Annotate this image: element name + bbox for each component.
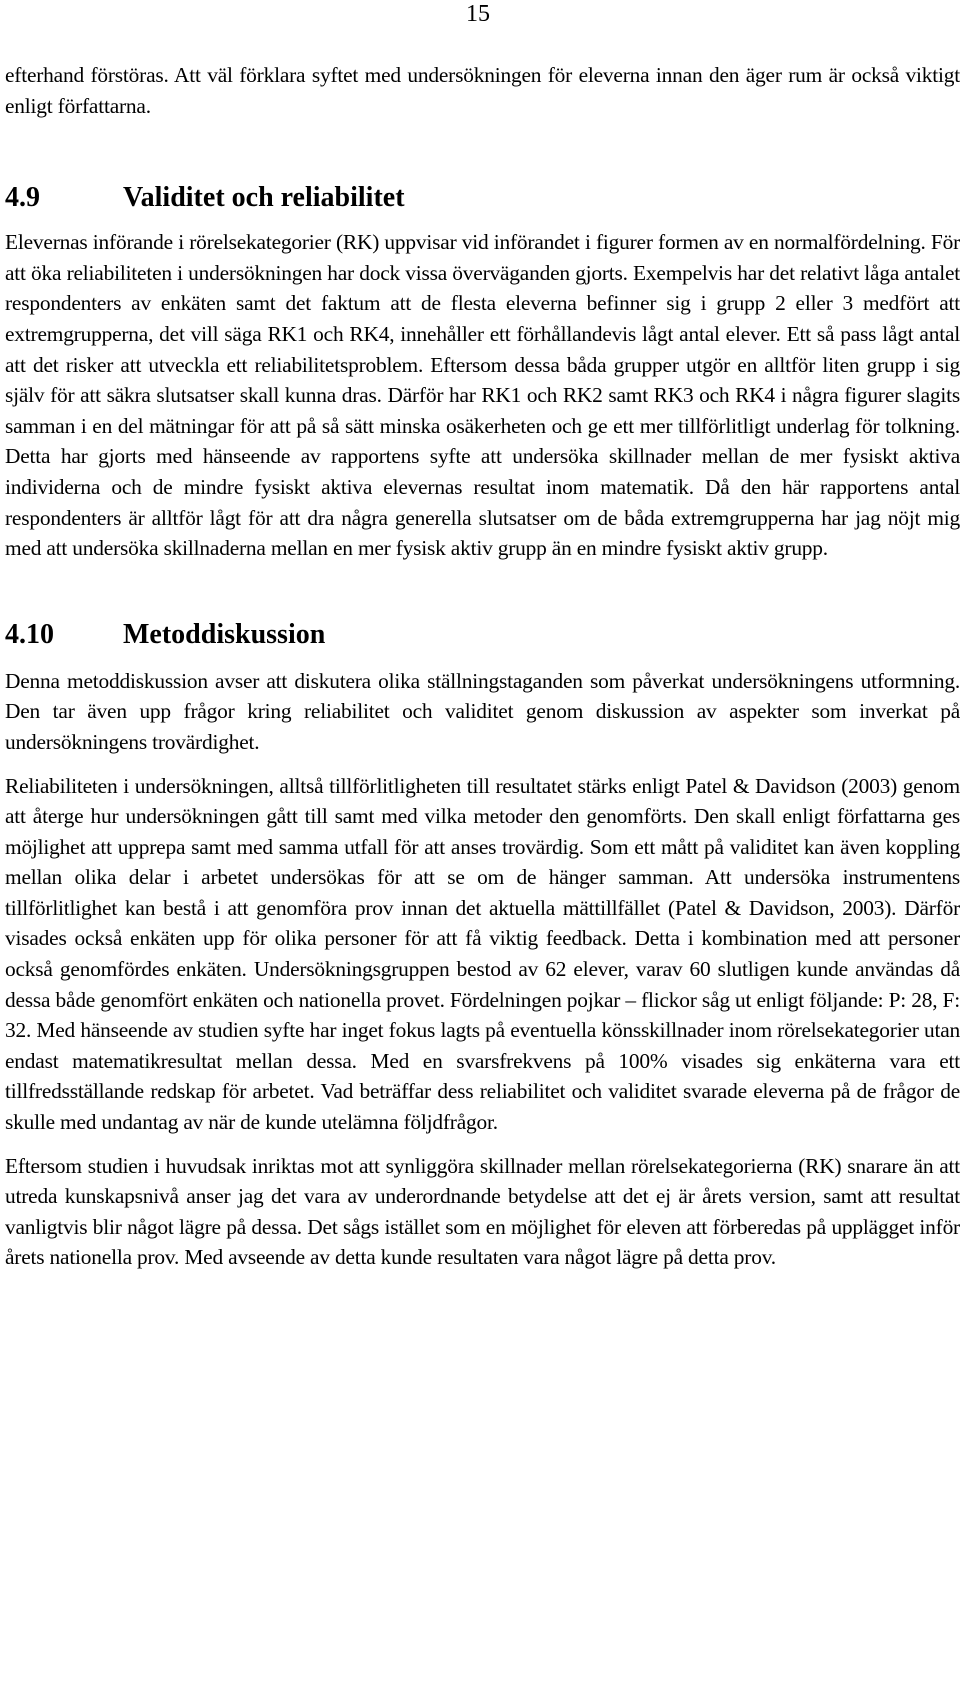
- paragraph-reliability: Reliabiliteten i undersökningen, alltså tillförlitligheten till resultatet stärks enligt Patel & Davidson (2003) genom att återge hur undersökningen gått till samt med vilka metoder den genomförts. Den skall enligt författarna ges möjlighet att upprepa samt med samma utfall för att anses trovärdig. Som ett mått på validitet kan även koppling mellan olika delar i arbetet undersökas för att se om de hänger samman. Att undersöka instrumentens tillförlitlighet kan bestå i att genomföra prov innan det aktuella mättillfället (Patel & Davidson, 2003). Därför visades också enkäten upp för olika personer för att få viktig feedback. Detta i kombination med att personer också genomfördes enkäten. Undersökningsgruppen bestod av 62 elever, varav 60 slutligen kunde användas då dessa både genomfört enkäten och nationella provet. Fördelningen pojkar – flickor såg ut enligt följande: P: 28, F: 32. Med hänseende av studien syfte har inget fokus lagts på eventuella könsskillnader inom rörelsekategorier utan endast matematikresultat mellan dessa. Med en svarsfrekvens på 100% visades sig enkäterna vara ett tillfredsställande redskap för arbetet. Vad beträffar dess reliabilitet och validitet svarade eleverna på de frågor de skulle med undantag av när de kunde utelämna följdfrågor.: [5, 773, 960, 1135]
- paragraph-focus: Eftersom studien i huvudsak inriktas mot att synliggöra skillnader mellan rörelsekategorierna (RK) snarare än att utreda kunskapsnivå anser jag det vara av underordnande betydelse att det ej är årets version, samt att resultat vanligtvis blir något lägre på dessa. Det sågs istället som en möjlighet för eleven att förberedas på upplägget inför årets nationella prov. Med avseende av detta kunde resultaten vara något lägre på detta prov.: [5, 1153, 960, 1270]
- section-title: Validitet och reliabilitet: [123, 182, 405, 214]
- section-number: 4.9: [5, 182, 40, 214]
- document-body: [5, 60, 960, 1273]
- section-number: 4.10: [5, 618, 54, 650]
- paragraph-validity: Elevernas införande i rörelsekategorier (RK) uppvisar vid införandet i figurer formen av en normalfördelning. För att öka reliabiliteten i undersökningen har dock vissa överväganden gjorts. Exempelvis har det relativt låga antalet respondenters av enkäten samt det faktum att de flesta eleverna befinner sig i grupp 2 eller 3 medfört att extremgrupperna, det vill säga RK1 och RK4, innehåller ett förhållandevis lågt antal elever. Ett så pass lågt antal att det risker att utveckla ett reliabilitetsproblem. Eftersom dessa båda grupper utgör en alltför liten grupp i sig själv för att säkra slutsatser skall kunna dras. Därför har RK1 och RK2 samt RK3 och RK4 i några figurer slagits samman i en del mätningar för att på så sätt minska osäkerheten och ge ett mer tillförlitligt underlag för tolkning. Detta har gjorts med hänseende av rapportens syfte att undersöka skillnader mellan de mer fysiskt aktiva individerna och de mindre fysiskt aktiva elevernas resultat inom matematik. Då den här rapportens antal respondenters är alltför lågt för att dra några generella slutsatser om de båda extremgrupperna har jag nöjt mig med att undersöka skillnaderna mellan en mer fysisk aktiv grupp än en mindre fysiskt aktiv grupp.: [5, 230, 960, 561]
- page-number: 15: [466, 1, 490, 27]
- section-heading-4-10: [5, 618, 960, 652]
- section-heading-4-9: [5, 181, 960, 215]
- section-title: Metoddiskussion: [123, 618, 326, 650]
- paragraph-method-intro: Denna metoddiskussion avser att diskutera olika ställningstaganden som påverkat undersökningens utformning. Den tar även upp frågor kring reliabilitet och validitet genom diskussion av aspekter som inverkat på undersökningens trovärdighet.: [5, 668, 960, 754]
- paragraph-carryover: efterhand förstöras. Att väl förklara syftet med undersökningen för eleverna innan den äger rum är också viktigt enligt författarna.: [5, 63, 960, 118]
